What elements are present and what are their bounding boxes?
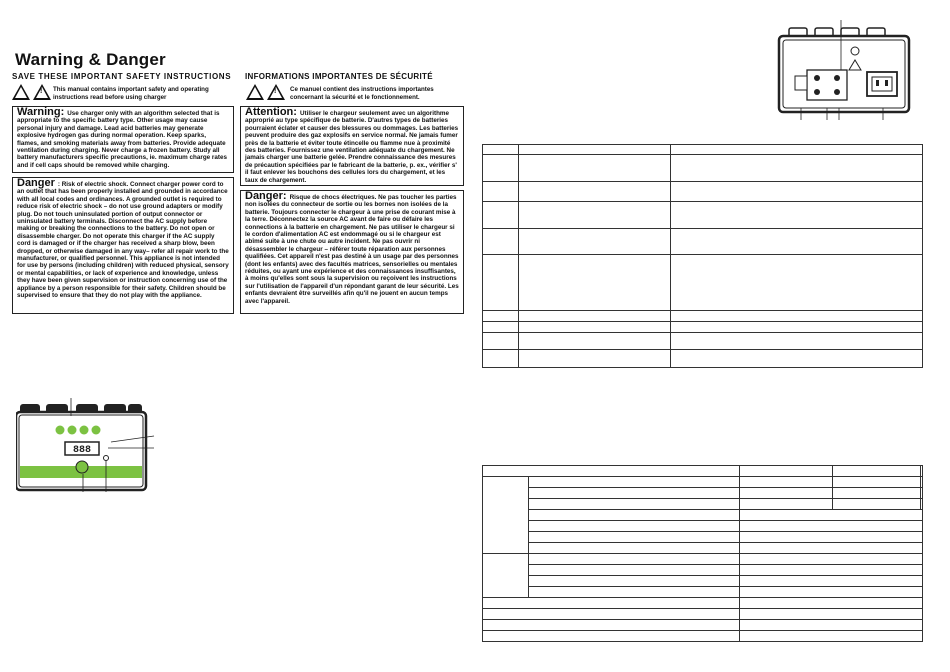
warning-icons bbox=[12, 84, 51, 100]
warning-icons-fr bbox=[246, 84, 285, 100]
charger-back-illustration bbox=[775, 20, 915, 120]
warning-triangle-icon bbox=[246, 84, 264, 100]
french-danger-box bbox=[240, 190, 464, 314]
french-notice: Ce manuel contient des instructions importantes concernant la sécurité et le fonctionnement. bbox=[290, 86, 434, 101]
french-subtitle: INFORMATIONS IMPORTANTES DE SÉCURITÉ bbox=[245, 72, 433, 81]
warning-heading: Warning: bbox=[17, 106, 65, 118]
attention-heading: Attention: bbox=[245, 106, 297, 118]
display-digits: 888 bbox=[72, 445, 92, 456]
french-attention-box bbox=[240, 106, 464, 186]
french-danger-text: Risque de chocs électriques. Ne pas toucher les parties non isolées du connecteur de sortie ou les bornes non isolées de la batterie. Toujours connecter le chargeur à une prise de courant mise à la terre. Déconnectez la source AC avant de faire ou défaire les connections à la batterie en chargement. Ne pas utiliser le chargeur si le cordon d'alimentation AC est endommagé ou si le chargeur est abîmé suite à une chute ou autre incident. Ne pas ouvrir ni désassembler le chargeur – référer toute réparation aux personnes qualifiées. Cet appareil n'est pas destiné à un usage par des personnes (dont les enfants) avec des facultés matrices, sensorielles ou mentales réduites, ou ayant une expérience et des connaissances insuffisantes, à moins qu'elles sont sous la supervision ou reçoivent les instructions sur l'utilisation de l'appareil d'un répondant garant de leur sécurité. Les enfants devraient être surveillés afin qu'il ne jouent en aucun temps avec l'appareil. bbox=[245, 194, 459, 305]
page-title: Warning & Danger bbox=[15, 50, 166, 69]
english-notice: This manual contains important safety and operating instructions read before using charger bbox=[53, 86, 209, 101]
charger-front-illustration bbox=[16, 396, 156, 492]
danger-text: : Risk of electric shock. Connect charger power cord to an outlet that has been properly installed and grounded in accordance with all local codes and ordinances. A grounded outlet is required to reduce risk of electric shock – do not use ground adapters or modify plug. Do not touch uninsulated portion of output connector or uninsulated battery terminals. Disconnect the AC supply before making or breaking the connections to the battery. Do not open or disassemble charger. Do not operate this charger if the AC supply cord is damaged or if the charger has received a sharp blow, been dropped, or otherwise damaged in any way– refer all repair work to the manufacturer, or qualified personnel. This appliance is not intended for use by persons (including children) with reduced physical, sensory or mental capabilities, or lack of experience and knowledge, unless they have been given supervision or instruction concerning use of the appliance by a person responsible for their safety. Children should be supervised to ensure that they do not play with the appliance. bbox=[17, 181, 229, 300]
english-danger-box bbox=[12, 177, 234, 314]
attention-text: Utiliser le chargeur seulement avec un algorithme approprié au type spécifique de batterie. D'autres types de batteries pourraient éclater et causer des blessures ou dommages. Les batteries peuvent produire des gaz explosifs en service normal. Ne jamais fumer près de la batterie et éviter toute étincelle ou flamme nue à proximité des batteries. Fournissez une ventilation adéquate du chargement. Ne jamais charger une batterie gelée. Prendre connaissance des mesures de précaution spécifiées par le fabricant de la batterie, p. ex., vérifier s' il faut enlever les bouchons des cellules lors du chargement, et les taux de chargement. bbox=[245, 110, 459, 184]
warning-triangle-icon: ! bbox=[267, 84, 285, 100]
algorithm-table bbox=[482, 465, 923, 642]
english-subtitle: SAVE THESE IMPORTANT SAFETY INSTRUCTIONS bbox=[12, 72, 232, 81]
warning-triangle-icon: ! bbox=[33, 84, 51, 100]
warning-text: Use charger only with an algorithm selected that is appropriate to the specific battery type. Other usage may cause personal injury and damage. Lead acid batteries may generate explosive hydrogen gas during normal operation. Keep sparks, flames, and smoking materials away from batteries. Provide adequate ventilation during charging. Never charge a frozen battery. Study all battery manufacturers specific precautions, ie. maximum charge rates and if cell caps should be removed while charging. bbox=[17, 110, 227, 169]
danger-heading: Danger bbox=[17, 177, 55, 189]
english-warning-box bbox=[12, 106, 234, 173]
specification-table bbox=[482, 144, 923, 368]
french-danger-heading: Danger: bbox=[245, 190, 287, 202]
warning-triangle-icon bbox=[12, 84, 30, 100]
